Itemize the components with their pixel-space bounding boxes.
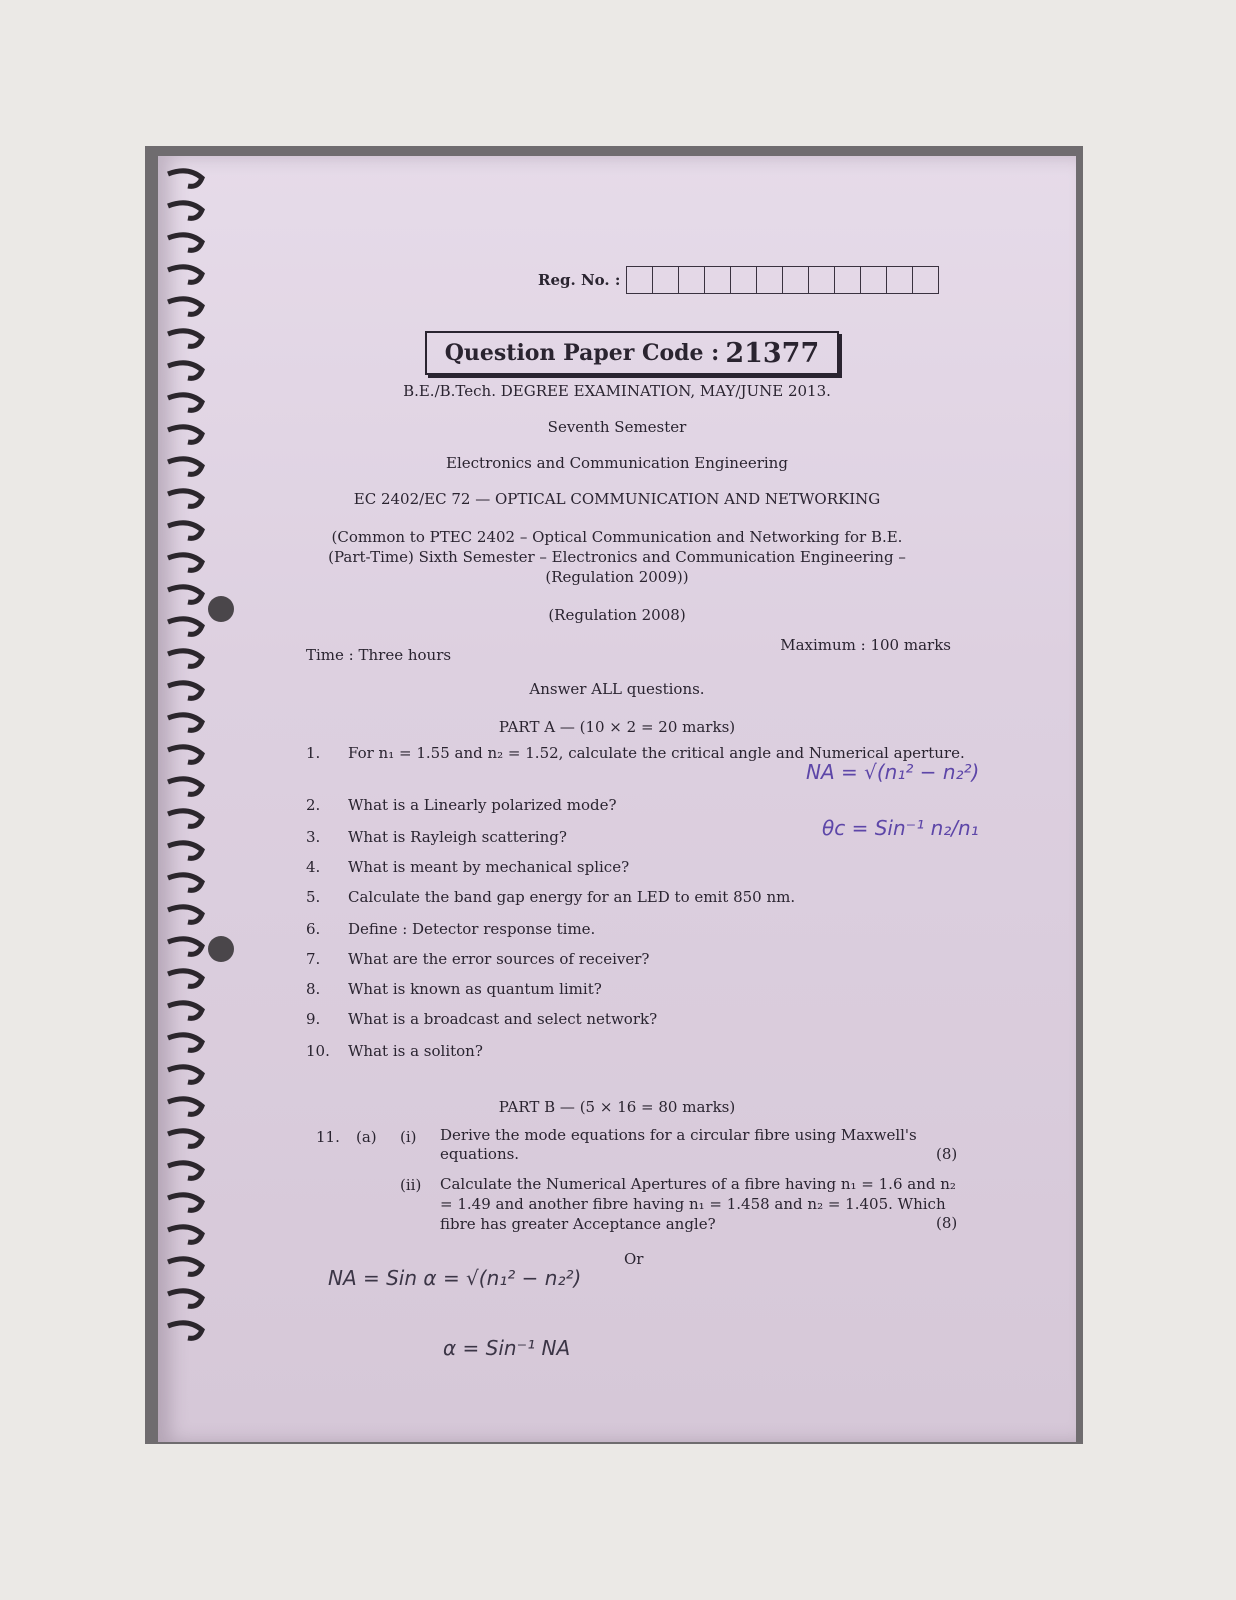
spiral-coil — [168, 779, 202, 795]
q11-number: 11. — [316, 1128, 340, 1146]
spiral-coil — [168, 1259, 202, 1275]
q11-ii-label: (ii) — [400, 1176, 422, 1194]
spiral-coil — [168, 235, 202, 251]
spiral-binding — [158, 156, 238, 1442]
question-text: What is Rayleigh scattering? — [348, 828, 567, 846]
spiral-coil — [168, 907, 202, 923]
question-text: What are the error sources of receiver? — [348, 950, 650, 968]
question-text: For n₁ = 1.55 and n₂ = 1.52, calculate the critical angle and Numerical aperture. — [348, 744, 965, 762]
question-number: 6. — [306, 920, 321, 938]
question-number: 10. — [306, 1042, 330, 1060]
spiral-coil — [168, 1163, 202, 1179]
spiral-coil — [168, 1195, 202, 1211]
spiral-coil — [168, 299, 202, 315]
part-a-question — [306, 980, 988, 999]
question-text: What is a broadcast and select network? — [348, 1010, 658, 1028]
question-text: Define : Detector response time. — [348, 920, 596, 938]
spiral-coil — [168, 651, 202, 667]
spiral-coil — [168, 203, 202, 219]
exam-title: B.E./B.Tech. DEGREE EXAMINATION, MAY/JUNE 2013. — [403, 382, 831, 400]
question-text: What is known as quantum limit? — [348, 980, 602, 998]
part-a-question — [306, 796, 988, 815]
q11-or: Or — [624, 1250, 644, 1268]
common-line-2: (Part-Time) Sixth Semester – Electronics and Communication Engineering – — [328, 548, 906, 566]
common-line-1: (Common to PTEC 2402 – Optical Communication and Networking for B.E. — [331, 528, 903, 546]
question-text: What is meant by mechanical splice? — [348, 858, 630, 876]
reg-no — [538, 266, 939, 294]
question-text: Calculate the band gap energy for an LED to emit 850 nm. — [348, 888, 796, 906]
spiral-coil — [168, 971, 202, 987]
common-line-3: (Regulation 2009)) — [545, 568, 689, 586]
handwritten-na-sin: NA = Sin α = √(n₁² − n₂²) — [328, 1266, 582, 1290]
part-a-title: PART A — (10 × 2 = 20 marks) — [498, 718, 736, 736]
paper-code-number: 21377 — [725, 337, 820, 369]
handwritten-alpha: α = Sin⁻¹ NA — [443, 1336, 571, 1360]
q11-i-marks: (8) — [936, 1145, 958, 1163]
question-paper-code — [425, 331, 839, 375]
question-number: 5. — [306, 888, 321, 906]
question-text: What is a Linearly polarized mode? — [348, 796, 617, 814]
spiral-coil — [168, 1323, 202, 1339]
q11-i-label: (i) — [400, 1128, 417, 1146]
spiral-coil — [168, 747, 202, 763]
spiral-coil — [168, 363, 202, 379]
q11-ii-marks: (8) — [936, 1214, 958, 1232]
reg-no-label: Reg. No. : — [538, 271, 621, 289]
spiral-coil — [168, 267, 202, 283]
part-a-question — [306, 858, 988, 877]
question-number: 4. — [306, 858, 321, 876]
spiral-coil — [168, 875, 202, 891]
handwritten-theta-formula: θc = Sin⁻¹ n₂/n₁ — [822, 816, 979, 840]
part-a-question — [306, 950, 988, 969]
punch-hole-bottom — [208, 936, 234, 962]
part-a-question — [306, 920, 988, 939]
q11-i-text: Derive the mode equations for a circular fibre using Maxwell's equations. — [440, 1126, 917, 1163]
question-number: 9. — [306, 1010, 321, 1028]
spiral-coil — [168, 1067, 202, 1083]
question-number: 1. — [306, 744, 321, 762]
spiral-coil — [168, 1131, 202, 1147]
question-number: 2. — [306, 796, 321, 814]
handwritten-na-formula: NA = √(n₁² − n₂²) — [806, 760, 980, 784]
spiral-coil — [168, 939, 202, 955]
spiral-coil — [168, 843, 202, 859]
spiral-coil — [168, 171, 202, 187]
part-a-question — [306, 888, 988, 907]
time-label: Time : Three hours — [306, 646, 452, 664]
part-a-question — [306, 1010, 988, 1029]
part-b-title: PART B — (5 × 16 = 80 marks) — [498, 1098, 736, 1116]
spiral-coil — [168, 811, 202, 827]
spiral-coil — [168, 587, 202, 603]
course-title: EC 2402/EC 72 — OPTICAL COMMUNICATION AND NETWORKING — [353, 490, 881, 508]
max-marks: Maximum : 100 marks — [780, 636, 951, 654]
exam-paper — [158, 156, 1076, 1442]
spiral-coil — [168, 1291, 202, 1307]
question-text: What is a soliton? — [348, 1042, 483, 1060]
question-number: 3. — [306, 828, 321, 846]
semester: Seventh Semester — [547, 418, 687, 436]
spiral-coil — [168, 1227, 202, 1243]
spiral-coil — [168, 1003, 202, 1019]
regulation: (Regulation 2008) — [548, 606, 686, 624]
paper-code-label: Question Paper Code : — [444, 340, 720, 366]
reg-no-boxes — [626, 266, 939, 294]
branch: Electronics and Communication Engineering — [446, 454, 788, 472]
question-number: 8. — [306, 980, 321, 998]
q11-ii-text: Calculate the Numerical Apertures of a fibre having n₁ = 1.6 and n₂ = 1.49 and another fibre having n₁ = 1.458 and n₂ = 1.405. Which fibre has greater Acceptance angle? — [440, 1175, 956, 1233]
spiral-coil — [168, 1035, 202, 1051]
part-a-question — [306, 1042, 988, 1061]
spiral-coil — [168, 331, 202, 347]
question-number: 7. — [306, 950, 321, 968]
instruction: Answer ALL questions. — [529, 680, 705, 698]
q11-part-a: (a) — [356, 1128, 377, 1146]
